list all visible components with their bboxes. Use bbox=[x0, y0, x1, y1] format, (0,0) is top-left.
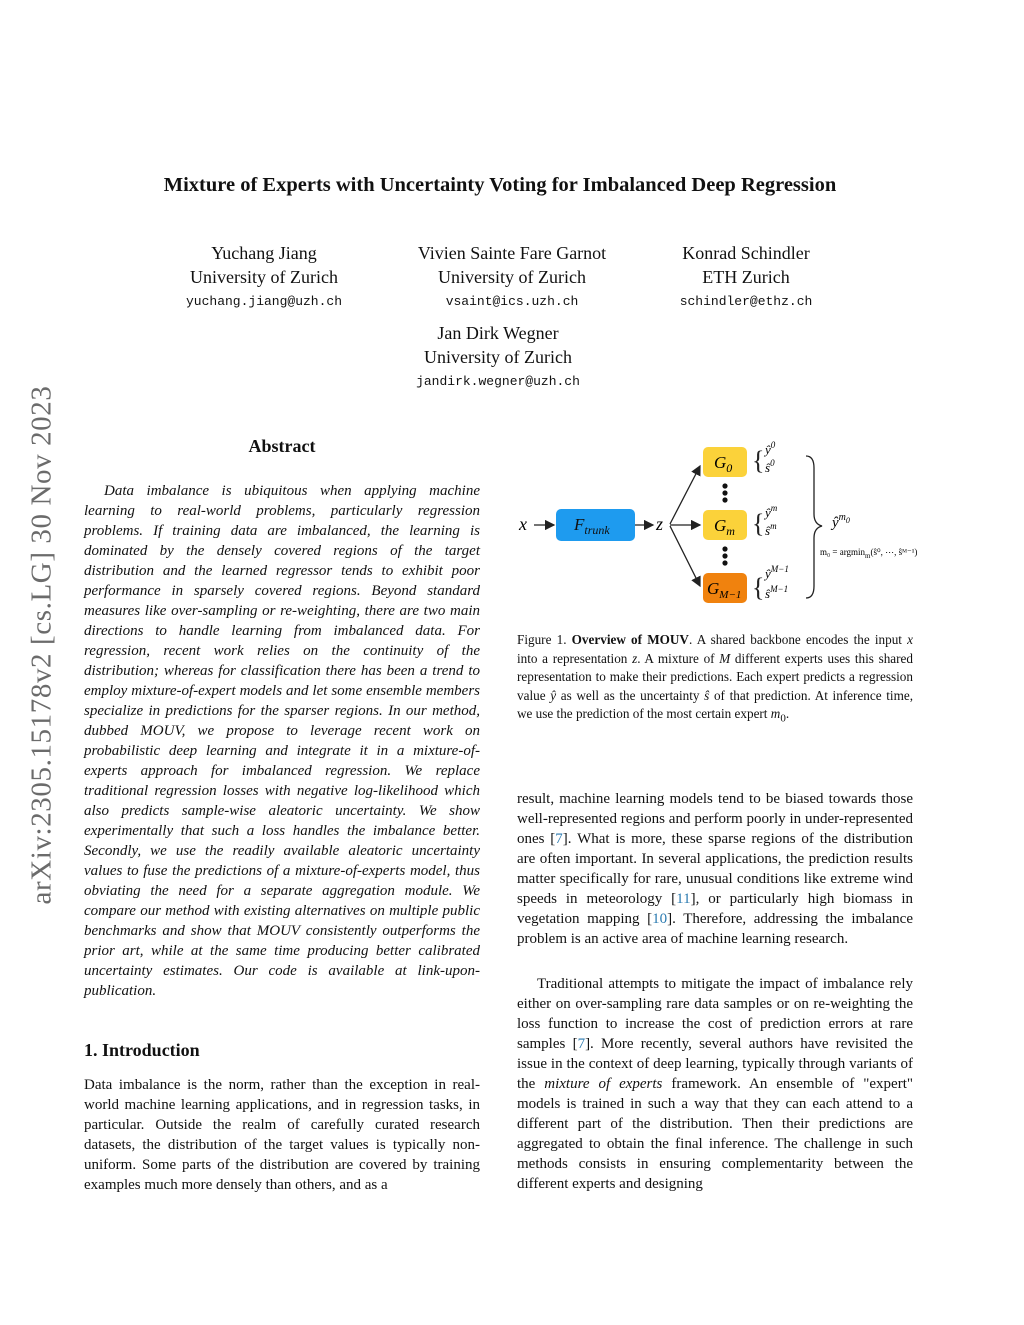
out-top-s: $ŝ^0$ bbox=[765, 458, 775, 475]
abstract-text: Data imbalance is ubiquitous when applying machine learning to real-world problems, particularly regression problems. If training data are imbalanced, the learning is dominated by the densely covered regions of the target distribution and the learned regressor tends to exhibit poor performance in sparsely covered regions. Beyond standard measures like over-sampling or re-weighting, there are two main directions to handle learning from imbalanced data. For regression, recent work relies on the continuity of the distribution; whereas for classification there has been a trend to employ mixture-of-expert models and let some ensemble members specialize in predictions for the sparser regions. In our method, dubbed MOUV, we propose to leverage recent work on probabilistic deep learning and integrate it in a mixture-of-experts approach for imbalanced regression. We replace traditional regression losses with negative log-likelihood which also predicts sample-wise aleatoric uncertainty. We show experimentally that such a loss handles the imbalance better. Secondly, we use the readily available aleatoric uncertainty values to fuse the predictions of a mixture-of-experts model, thus obviating the need for a separate aggregation module. We compare our method with existing alternatives on multiple public benchmarks and show that MOUV consistently outperforms the prior art, while at the same time producing better calibrated uncertainty estimates. Our code is available at link-upon-publication. bbox=[84, 483, 480, 999]
author-block-1 bbox=[164, 241, 364, 311]
ellipsis-dot bbox=[722, 490, 727, 495]
ellipsis-dot bbox=[722, 546, 727, 551]
author-block-3 bbox=[656, 241, 836, 311]
author-email[interactable]: jandirk.wegner@uzh.ch bbox=[416, 374, 580, 389]
citation-link[interactable]: 7 bbox=[555, 831, 563, 847]
arxiv-identifier-text: arXiv:2305.15178v2 [cs.LG] 30 Nov 2023 bbox=[25, 385, 58, 905]
citation-link[interactable]: 11 bbox=[676, 891, 691, 907]
right-column-paragraph-1: result, machine learning models tend to be biased towards those well-represented regions and perform poorly in under-represented ones [7]. What is more, these sparse regions of the distribution are often important. In several applications, the prediction results matter specifically for rare, unusual conditions like extreme wind speeds in meteorology [11], or particularly high biomass in vegetation mapping [10]. Therefore, addressing the imbalance problem is an active area of machine learning research. bbox=[517, 791, 913, 947]
author-name: Konrad Schindler bbox=[682, 243, 810, 263]
author-email[interactable]: schindler@ethz.ch bbox=[679, 294, 813, 309]
latent-label: z bbox=[656, 514, 664, 534]
out-top-y: $ŷ^0$ bbox=[765, 440, 776, 457]
ellipsis-dot bbox=[722, 560, 727, 565]
figure-1-diagram bbox=[510, 436, 940, 616]
author-name: Yuchang Jiang bbox=[211, 243, 317, 263]
expert-last-label: $G_{M-1}$ bbox=[707, 579, 742, 601]
author-name: Vivien Sainte Fare Garnot bbox=[417, 243, 607, 263]
citation-link[interactable]: 7 bbox=[577, 1036, 586, 1052]
author-block-2 bbox=[392, 241, 632, 311]
ellipsis-dot bbox=[722, 553, 727, 558]
arrow-branch-top bbox=[670, 466, 700, 524]
ellipsis-dot bbox=[722, 483, 727, 488]
out-bot-s: $ŝ^{M-1}$ bbox=[765, 584, 789, 601]
argmin-formula: m₀ = argmin$_m$(ŝ⁰, ⋯, ŝᴹ⁻¹) bbox=[820, 547, 918, 560]
expert-0-label: $G_0$ bbox=[714, 453, 733, 475]
author-affiliation: ETH Zurich bbox=[702, 267, 790, 287]
paper-title: Mixture of Experts with Uncertainty Voting for Imbalanced Deep Regression bbox=[163, 174, 837, 196]
brace-top: { bbox=[752, 446, 765, 475]
author-affiliation: University of Zurich bbox=[424, 347, 572, 367]
caption-title: Overview of MOUV bbox=[571, 632, 689, 647]
ellipsis-dot bbox=[722, 497, 727, 502]
arrow-branch-bot bbox=[670, 526, 700, 586]
abstract-heading: Abstract bbox=[248, 436, 316, 456]
expert-m-label: $G_m$ bbox=[714, 516, 735, 538]
out-bot-y: $ŷ^{M-1}$ bbox=[765, 564, 789, 581]
brace-mid: { bbox=[752, 509, 765, 538]
introduction-heading: 1. Introduction bbox=[84, 1040, 200, 1060]
right-column-paragraph-2: Traditional attempts to mitigate the impact of imbalance rely either on over-sampling rare data samples or on re-weighting the loss function to increase the cost of prediction errors at rare samples [7]. More recently, several authors have revisited the issue in the context of deep learning, typically through variants of the mixture of experts framework. An ensemble of "expert" models is trained in such a way that they can each attend to a different part of the distribution. Then their predictions are aggregated to obtain the final inference. The challenge in such methods consists in ensuring complementarity between the different experts and designing bbox=[517, 976, 913, 1192]
author-affiliation: University of Zurich bbox=[190, 267, 338, 287]
brace-aggregate bbox=[806, 456, 822, 598]
trunk-label: $F_{trunk}$ bbox=[574, 515, 610, 537]
author-block-4 bbox=[388, 321, 608, 391]
citation-link[interactable]: 10 bbox=[652, 911, 668, 927]
author-email[interactable]: vsaint@ics.uzh.ch bbox=[445, 294, 579, 309]
out-mid-s: $ŝ^m$ bbox=[765, 521, 777, 538]
author-name: Jan Dirk Wegner bbox=[437, 323, 559, 343]
out-mid-y: $ŷ^m$ bbox=[765, 503, 778, 520]
input-label: x bbox=[519, 514, 527, 534]
author-email[interactable]: yuchang.jiang@uzh.ch bbox=[185, 294, 343, 309]
author-affiliation: University of Zurich bbox=[438, 267, 586, 287]
brace-bot: { bbox=[752, 573, 765, 602]
arxiv-side-identifier bbox=[0, 0, 58, 905]
introduction-paragraph: Data imbalance is the norm, rather than the exception in real-world machine learning applications, and in regression tasks, in particular. Outside the realm of carefully curated research datasets, the distribution of the target values is typically non-uniform. Some parts of the distribution are covered by training examples much more densely than others, and as a bbox=[84, 1077, 480, 1193]
final-output: $ŷ^m_0$ bbox=[832, 512, 850, 531]
figure-1-caption: Figure 1. Overview of MOUV. A shared backbone encodes the input x into a representation z. A mixture of M different experts uses this shared representation to make their predictions. Each expert predicts a regression value ŷ as well as the uncertainty ŝ of that prediction. At inference time, we use the prediction of the most certain expert $m_0$. bbox=[517, 632, 913, 725]
